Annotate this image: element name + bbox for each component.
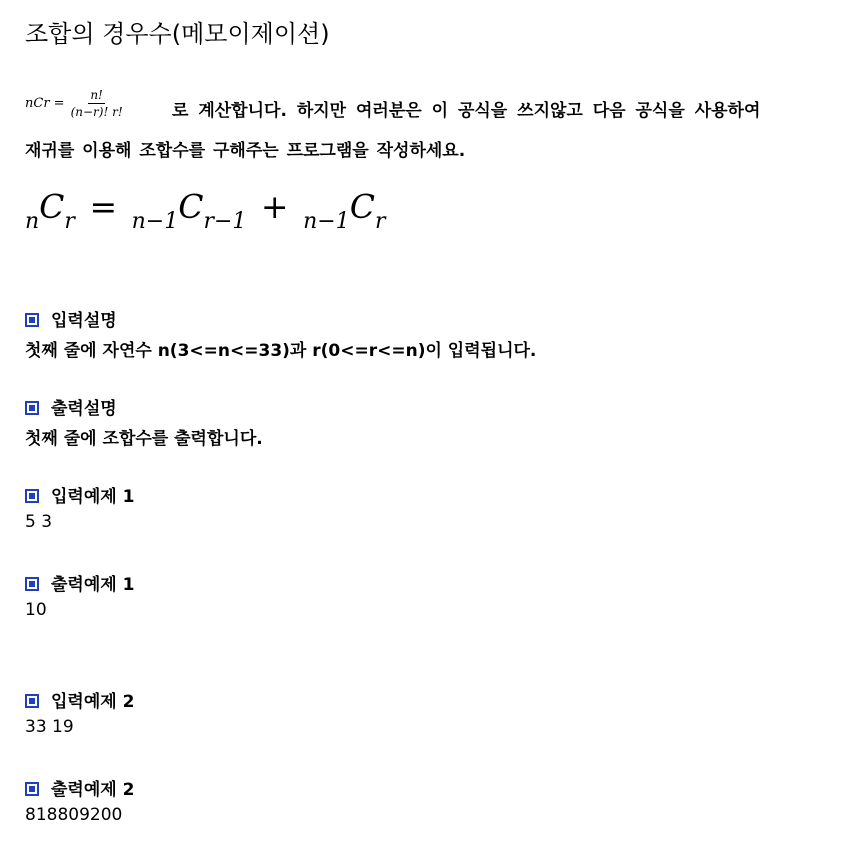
description-line-1: 로 계산합니다. 하지만 여러분은 이 공식을 쓰지않고 다음 공식을 사용하여	[172, 101, 761, 121]
formula-denominator: (n−r)! r!	[70, 105, 123, 119]
plus-sign: +	[260, 187, 289, 226]
equals-sign: =	[89, 187, 118, 226]
term3-right-subscript: r	[374, 209, 386, 234]
term3-symbol: C	[349, 187, 375, 226]
output-description-heading	[25, 394, 117, 419]
term1-left-subscript: n	[25, 209, 40, 234]
blue-square-bullet-icon	[25, 489, 39, 503]
blue-square-bullet-icon	[25, 313, 39, 327]
page-title: 조합의 경우수(메모이제이션)	[25, 20, 330, 48]
output-example-1-heading	[25, 570, 134, 595]
blue-square-bullet-icon	[25, 782, 39, 796]
input-example-1-heading	[25, 482, 134, 507]
output-example-2-title: 출력예제 2	[51, 780, 135, 800]
input-example-2-heading	[25, 687, 134, 712]
term3-left-subscript: n−1	[303, 209, 350, 234]
description-line-2: 재귀를 이용해 조합수를 구해주는 프로그램을 작성하세요.	[25, 141, 466, 161]
input-example-2-value: 33 19	[25, 717, 74, 737]
blue-square-bullet-icon	[25, 401, 39, 415]
output-example-1-value: 10	[25, 600, 47, 620]
output-description-title: 출력설명	[51, 399, 117, 419]
term1-right-subscript: r	[64, 209, 75, 234]
input-description-text: 첫째 줄에 자연수 n(3<=n<=33)과 r(0<=r<=n)이 입력됩니다.	[25, 341, 537, 361]
output-example-1-title: 출력예제 1	[51, 575, 135, 595]
input-example-2-title: 입력예제 2	[51, 692, 135, 712]
recurrence-formula	[25, 187, 386, 234]
formula-lhs: nCr =	[25, 96, 65, 111]
formula-fraction	[71, 88, 123, 119]
term2-left-subscript: n−1	[131, 209, 179, 234]
term2-symbol: C	[178, 187, 204, 226]
blue-square-bullet-icon	[25, 694, 39, 708]
input-description-heading	[25, 306, 117, 331]
formula-numerator: n!	[90, 88, 103, 102]
input-description-title: 입력설명	[51, 311, 117, 331]
input-example-1-title: 입력예제 1	[51, 487, 135, 507]
output-description-text: 첫째 줄에 조합수를 출력합니다.	[25, 429, 263, 449]
blue-square-bullet-icon	[25, 577, 39, 591]
term1-symbol: C	[39, 187, 65, 226]
term2-right-subscript: r−1	[203, 209, 247, 234]
output-example-2-value: 818809200	[25, 805, 123, 825]
input-example-1-value: 5 3	[25, 512, 53, 532]
inline-combination-formula	[25, 88, 123, 119]
output-example-2-heading	[25, 775, 134, 800]
